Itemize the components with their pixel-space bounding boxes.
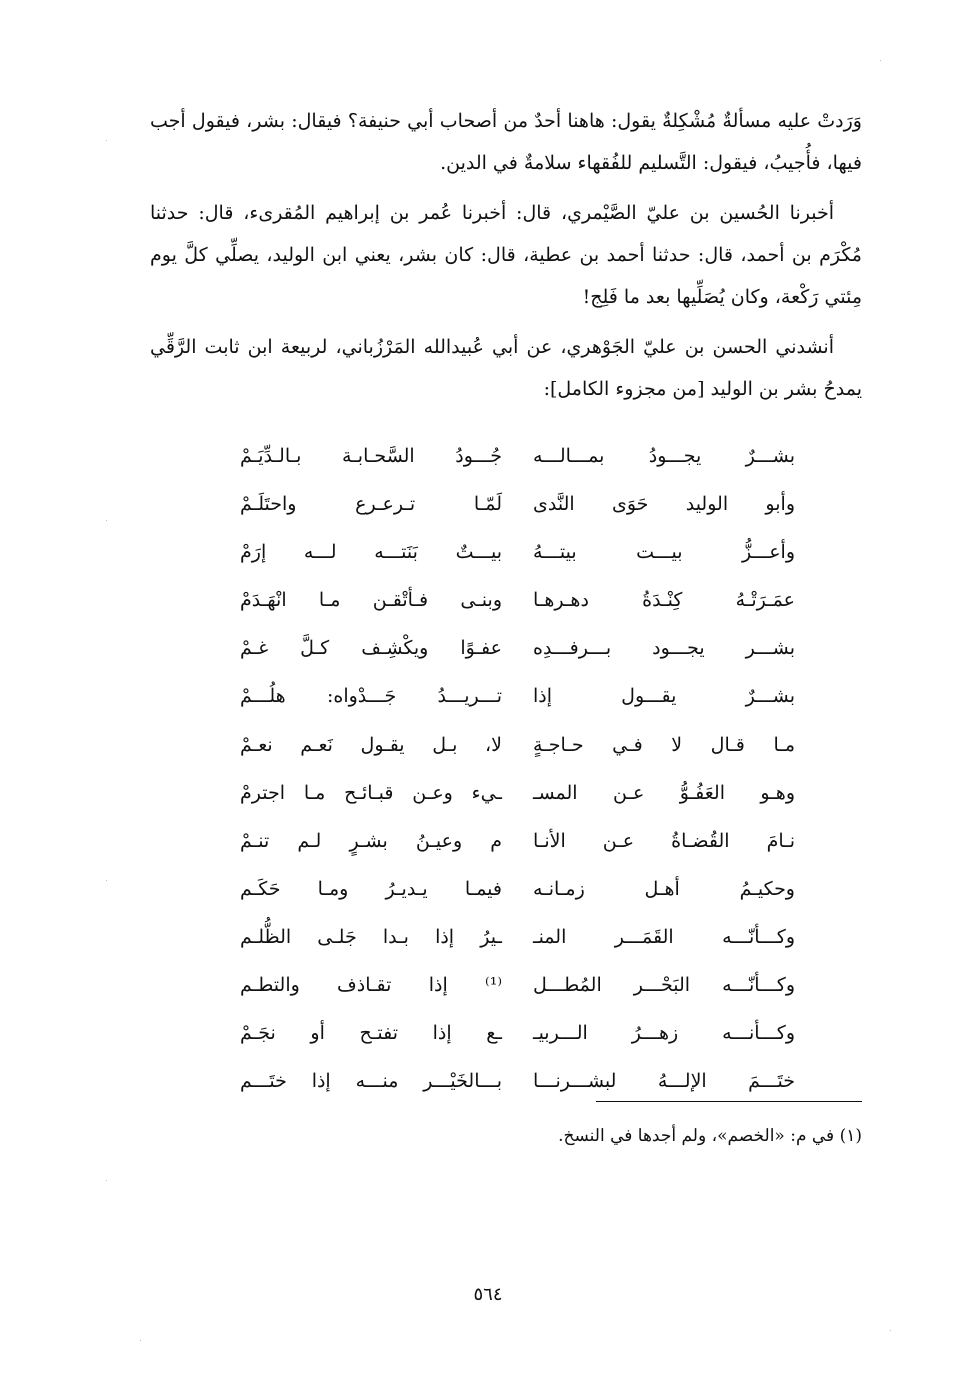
verse-left-hemistich: بيـــتٌ بَنَتـــه لـــه إرَمْ [240,541,502,564]
verse-right-hemistich: نـامَ القُضـاةُ عـن الأنـا [533,829,795,852]
verse-right-hemistich: وهـو العَفُـوُّ عـن المسـ [533,781,795,804]
scan-speck [890,1330,891,1331]
verse-line [240,624,795,672]
verse-right-hemistich: وأبو الوليد حَوَى النَّدى [533,493,795,516]
verse-line [240,721,795,769]
scan-speck [106,1180,107,1181]
verse-line [240,961,795,1009]
verse-left-hemistich: بـــالخَيْـــر منـــه إذا ختَـــم [240,1070,502,1093]
verse-left-hemistich: م وعيـنُ بشـرٍ لـم تنـمْ [240,829,502,852]
verse-line [240,1057,795,1105]
scan-speck [140,1340,141,1341]
verse-left-hemistich: فيمـا يـديـرُ ومـا حَكَـم [240,877,502,900]
scan-speck [106,140,107,141]
verse-right-hemistich: بشـــرٌ يقـــول إذا [533,685,795,708]
scan-speck [106,880,107,881]
footnote: (١) في م: «الخصم»، ولم أجدها في النسخ. [558,1126,862,1146]
verse-line [240,480,795,528]
verse-line [240,432,795,480]
verse-left-hemistich: تـــريـــدُ جَـــدْواه: هلُـــمْ [240,685,502,708]
verse-left-hemistich: لَمّـا تـرعـرع واحتَلَـمْ [240,493,502,516]
verse-right-hemistich: ختَـــمَ الإلـــهُ لبشـــرنـــا [533,1070,795,1093]
paragraph-3: أنشدني الحسن بن عليّ الجَوْهري، عن أبي عُبيدالله المَرْزُباني، لربيعة ابن ثابت الرَّقِّي يمدحُ بشر بن الوليد [من مجزوء الكامل]: [150,336,862,400]
verse-right-hemistich: وأعـــزُّ بيـــت بيتـــهُ [533,541,795,564]
verse-right-hemistich: وكـــأنّـــه البَحْـــر المُطـــل [533,974,795,997]
paragraph-2: أخبرنا الحُسين بن عليّ الصَّيْمري، قال: أخبرنا عُمر بن إبراهيم المُقرىء، قال: حدثنا مُكْرَم بن أحمد، قال: حدثنا أحمد بن عطية، قال: كان بشر، يعني ابن الوليد، يصلِّي كلَّ يوم مِئتي رَكْعة، وكان يُصَلِّيها بعد ما فَلِج! [150,202,862,308]
verse-left-hemistich: وبنـى فـأتْقـن مـا انْهَـدَمْ [240,589,502,612]
verse-left-hemistich: جُـــودُ السَّحـابـة بـالـدِّيَـمْ [240,445,502,467]
verse-line [240,672,795,720]
verse-line [240,769,795,817]
scan-speck [880,60,881,61]
verse-left-hemistich: ـع إذا تفتـح أو نجَـمْ [240,1022,502,1045]
footnote-divider [596,1101,862,1102]
paragraph-1: وَرَدتْ عليه مسألةٌ مُشْكِلةٌ يقول: هاهنا أحدٌ من أصحاب أبي حنيفة؟ فيقال: بشر، فيقول أجب فيها، فأُجيبُ، فيقول: التَّسليم للفُقهاء سلامةٌ في الدين. [150,110,862,174]
verse-right-hemistich: وحكيـمُ أهـل زمـانـه [533,877,795,900]
verse-left-hemistich: ـيء وعـن قبـائـح مـا اجترمْ [240,781,502,804]
poem [240,432,795,1105]
scan-speck [106,520,107,521]
verse-right-hemistich: وكـــأنـــه زهـــرُ الـــربيـ [533,1022,795,1045]
main-text [150,100,862,418]
verse-left-hemistich: لا، بـل يقـول نَعـم نعـمْ [240,733,502,756]
verse-line [240,1009,795,1057]
page-number: ٥٦٤ [473,1284,503,1305]
verse-right-hemistich: بشـــرٌ يجـــودُ بمـــالـــه [533,445,795,467]
verse-right-hemistich: بشـــر يجـــود بـــرفـــدِه [533,637,795,660]
verse-right-hemistich: مـا قـال لا فـي حـاجـةٍ [533,733,795,756]
verse-line [240,913,795,961]
verse-line [240,817,795,865]
verse-line [240,865,795,913]
verse-right-hemistich: وكـــأنّـــه القَمَـــر المنـ [533,925,795,948]
verse-left-hemistich: ـيرُ إذا بـدا جَلـى الظُّلـم [240,925,502,948]
verse-line [240,576,795,624]
verse-line [240,528,795,576]
verse-right-hemistich: عمَـرَتْـهُ كِنْـدَةُ دهـرهـا [533,589,795,612]
verse-left-hemistich: ⁽¹⁾ إذا تقـاذف والتطـم [240,974,502,997]
verse-left-hemistich: عفـوًا ويكْشِـف كـلَّ غـمْ [240,637,502,660]
